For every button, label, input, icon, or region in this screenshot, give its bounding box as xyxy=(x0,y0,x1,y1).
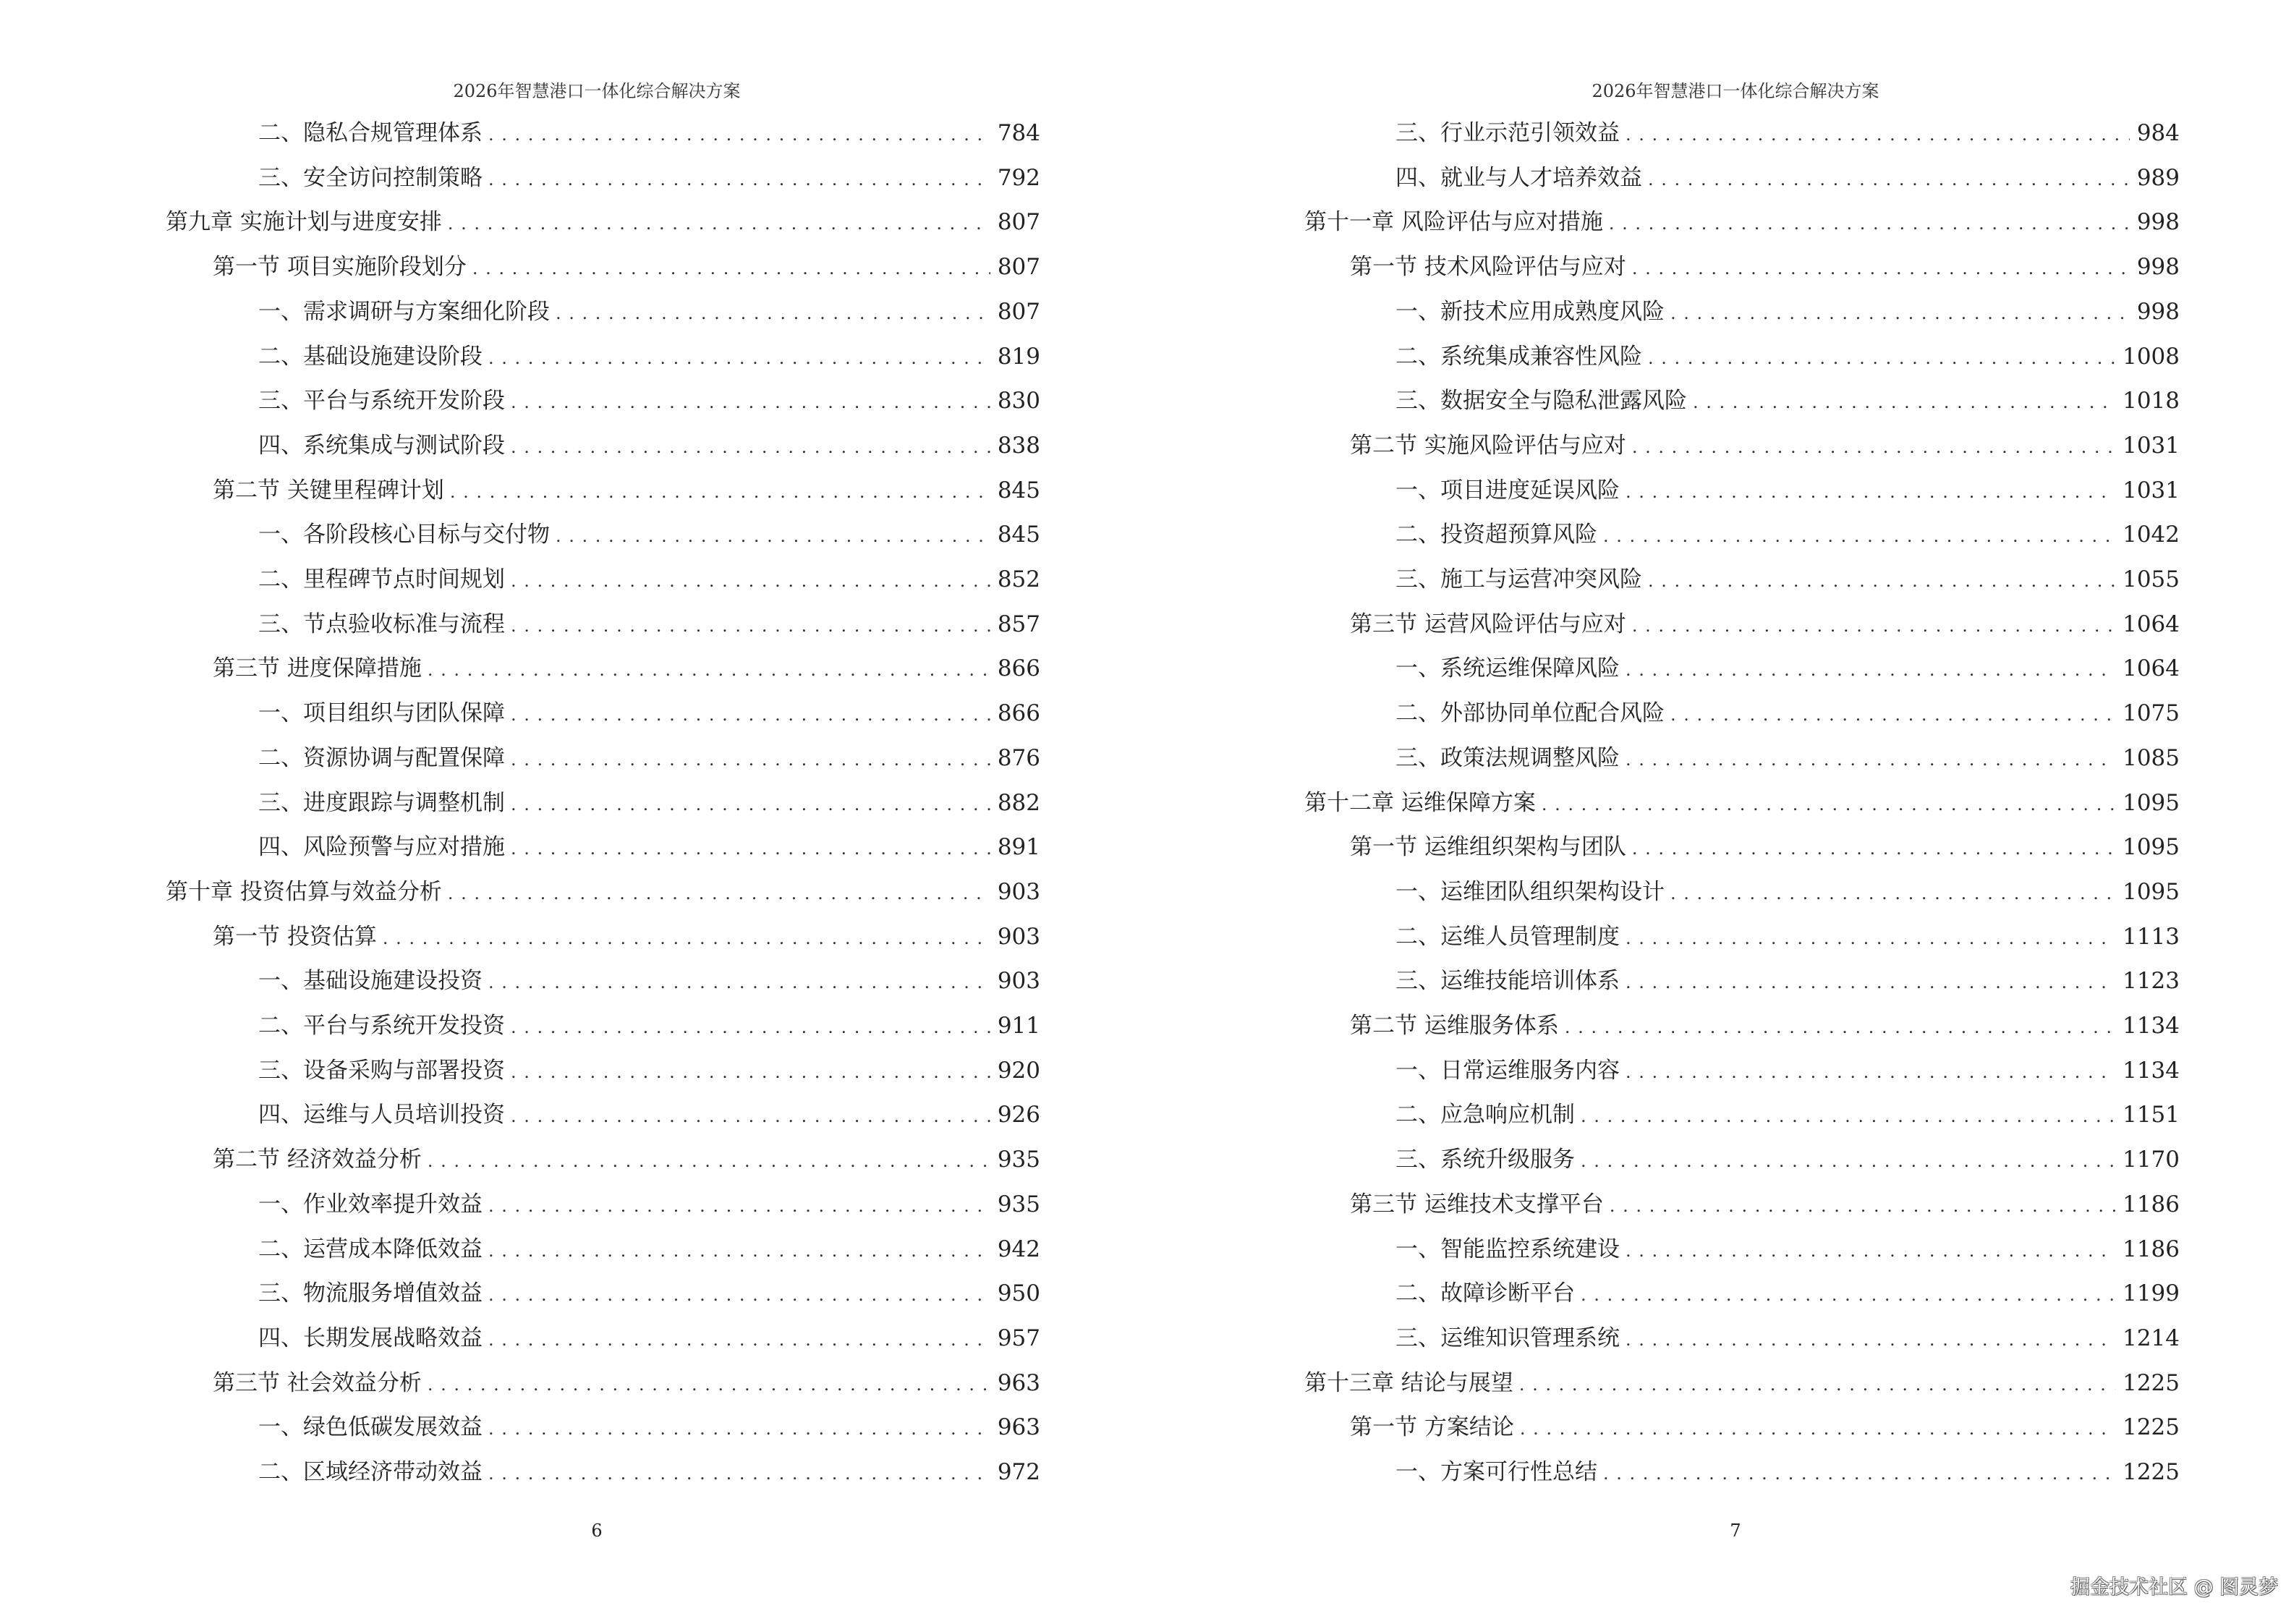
toc-entry-title: 二、里程碑节点时间规划 xyxy=(258,566,505,592)
dot-leader xyxy=(511,744,990,775)
toc-entry-page: 866 xyxy=(997,655,1040,682)
toc-entry-page: 792 xyxy=(997,164,1040,191)
toc-entry-title: 一、新技术应用成熟度风险 xyxy=(1395,298,1665,325)
toc-entry-page: 1095 xyxy=(2123,878,2180,905)
toc-entry-title: 第一节 项目实施阶段划分 xyxy=(213,254,467,281)
watermark: 掘金技术社区 @ 图灵梦 xyxy=(2070,1576,2279,1599)
toc-entry-title: 二、平台与系统开发投资 xyxy=(258,1013,505,1039)
toc-entry-page: 876 xyxy=(997,744,1040,771)
dot-leader xyxy=(1632,833,2115,864)
toc-entry-title: 二、投资超预算风险 xyxy=(1395,522,1597,548)
toc-entry-title: 第九章 实施计划与进度安排 xyxy=(166,209,442,236)
toc-entry-page: 957 xyxy=(997,1325,1040,1351)
toc-entry-page: 845 xyxy=(997,522,1040,548)
toc-entry-title: 四、风险预警与应对措施 xyxy=(258,834,505,861)
dot-leader xyxy=(488,1413,990,1445)
toc-entry-page: 866 xyxy=(997,700,1040,727)
toc-entry-page: 963 xyxy=(997,1369,1040,1396)
dot-leader xyxy=(1609,208,2130,239)
toc-entry-title: 三、数据安全与隐私泄露风险 xyxy=(1395,388,1687,414)
toc-entry[interactable] xyxy=(258,564,1040,595)
dot-leader xyxy=(1626,476,2115,508)
toc-entry-page: 1134 xyxy=(2123,1057,2180,1084)
dot-leader xyxy=(1626,1056,2115,1088)
toc-entry-title: 第十三章 结论与展望 xyxy=(1304,1369,1513,1396)
dot-leader xyxy=(511,788,990,820)
toc-entry-page: 807 xyxy=(997,298,1040,325)
toc-entry[interactable] xyxy=(1350,1189,2180,1220)
toc-entry-page: 998 xyxy=(2136,254,2180,281)
toc-entry-page: 819 xyxy=(997,343,1040,370)
dot-leader xyxy=(1626,1235,2115,1267)
toc-entry-page: 950 xyxy=(997,1280,1040,1307)
toc-entry-page: 1225 xyxy=(2123,1369,2180,1396)
toc-entry[interactable] xyxy=(1395,385,2180,417)
toc-entry-page: 989 xyxy=(2136,164,2180,191)
page-number: 6 xyxy=(591,1521,603,1541)
toc-entry[interactable] xyxy=(1350,1010,2180,1042)
toc-entry-title: 一、系统运维保障风险 xyxy=(1395,655,1620,682)
toc-entry-page: 1134 xyxy=(2123,1013,2180,1039)
toc-entry[interactable] xyxy=(1350,251,2180,283)
toc-entry-page: 903 xyxy=(997,968,1040,995)
dot-leader xyxy=(488,342,990,374)
toc-entry[interactable] xyxy=(213,251,1040,283)
dot-leader xyxy=(511,565,990,597)
toc-entry-title: 第三节 社会效益分析 xyxy=(213,1369,422,1396)
toc-entry-page: 784 xyxy=(997,120,1040,146)
dot-leader xyxy=(511,1056,990,1088)
dot-leader xyxy=(511,699,990,731)
dot-leader xyxy=(1632,610,2115,642)
toc-entry[interactable] xyxy=(1395,742,2180,774)
toc-entry-page: 830 xyxy=(997,388,1040,414)
toc-entry-page: 1075 xyxy=(2123,700,2180,727)
toc-entry-title: 三、平台与系统开发阶段 xyxy=(258,388,505,414)
toc-entry-title: 一、运维团队组织架构设计 xyxy=(1395,878,1665,905)
toc-entry-title: 第一节 技术风险评估与应对 xyxy=(1350,254,1626,281)
dot-leader xyxy=(472,252,990,284)
toc-entry[interactable] xyxy=(1350,608,2180,640)
dot-leader xyxy=(1581,1279,2115,1311)
toc-entry[interactable] xyxy=(1395,1233,2180,1265)
toc-entry-title: 三、政策法规调整风险 xyxy=(1395,744,1620,771)
toc-entry-page: 972 xyxy=(997,1459,1040,1485)
dot-leader xyxy=(511,833,990,864)
toc-entry-title: 二、基础设施建设阶段 xyxy=(258,343,483,370)
toc-entry-page: 926 xyxy=(997,1102,1040,1128)
toc-entry-title: 第一节 投资估算 xyxy=(213,923,377,950)
toc-entry-page: 903 xyxy=(997,878,1040,905)
toc-entry[interactable] xyxy=(258,787,1040,819)
toc-entry-title: 第二节 关键里程碑计划 xyxy=(213,477,444,503)
toc-entry-page: 998 xyxy=(2136,298,2180,325)
toc-entry[interactable] xyxy=(258,385,1040,417)
toc-entry-title: 一、各阶段核心目标与交付物 xyxy=(258,522,550,548)
toc-entry[interactable] xyxy=(258,1010,1040,1042)
toc-entry-title: 第一节 方案结论 xyxy=(1350,1414,1514,1441)
toc-entry[interactable] xyxy=(1395,1144,2180,1176)
toc-entry-page: 1170 xyxy=(2123,1147,2180,1173)
running-header: 2026年智慧港口一体化综合解决方案 xyxy=(1592,81,1879,101)
toc-entry-page: 852 xyxy=(997,566,1040,592)
dot-leader xyxy=(448,877,990,909)
toc-entry[interactable] xyxy=(1350,831,2180,863)
toc-entry-title: 二、运营成本降低效益 xyxy=(258,1236,483,1262)
toc-entry-title: 二、区域经济带动效益 xyxy=(258,1459,483,1485)
dot-leader xyxy=(1603,1458,2115,1489)
toc-entry-title: 三、施工与运营冲突风险 xyxy=(1395,566,1642,592)
toc-entry-title: 二、故障诊断平台 xyxy=(1395,1280,1575,1307)
toc-entry-title: 三、系统升级服务 xyxy=(1395,1147,1575,1173)
toc-entry[interactable] xyxy=(258,341,1040,373)
dot-leader xyxy=(428,1369,990,1400)
toc-entry-title: 二、运维人员管理制度 xyxy=(1395,923,1620,950)
toc-entry-page: 998 xyxy=(2136,209,2180,236)
toc-entry-page: 1113 xyxy=(2123,923,2180,950)
toc-entry-title: 一、项目进度延误风险 xyxy=(1395,477,1620,503)
dot-leader xyxy=(488,1458,990,1489)
dot-leader xyxy=(1610,1190,2115,1222)
toc-entry[interactable] xyxy=(258,519,1040,550)
toc-entry[interactable] xyxy=(1395,1322,2180,1354)
toc-entry[interactable] xyxy=(258,1277,1040,1309)
toc-entry[interactable] xyxy=(258,1322,1040,1354)
toc-entry-title: 一、作业效率提升效益 xyxy=(258,1191,483,1217)
toc-entry-title: 第二节 经济效益分析 xyxy=(213,1147,422,1173)
dot-leader xyxy=(556,297,990,329)
toc-entry[interactable] xyxy=(258,1099,1040,1131)
running-header: 2026年智慧港口一体化综合解决方案 xyxy=(453,81,741,101)
toc-entry-page: 1031 xyxy=(2123,432,2180,459)
dot-leader xyxy=(511,1011,990,1043)
toc-entry-page: 1199 xyxy=(2123,1280,2180,1307)
toc-entry-page: 882 xyxy=(997,789,1040,816)
toc-entry[interactable] xyxy=(1395,296,2180,328)
dot-leader xyxy=(1626,654,2115,686)
dot-leader xyxy=(488,163,990,195)
toc-entry-page: 963 xyxy=(997,1414,1040,1441)
dot-leader xyxy=(448,208,990,239)
toc-entry[interactable] xyxy=(1395,564,2180,595)
toc-entry-page: 1018 xyxy=(2123,388,2180,414)
toc-entry[interactable] xyxy=(1395,1099,2180,1131)
toc-entry[interactable] xyxy=(258,1233,1040,1265)
toc-entry-title: 一、绿色低碳发展效益 xyxy=(258,1414,483,1441)
toc-entry-title: 第十二章 运维保障方案 xyxy=(1304,789,1536,816)
toc-entry[interactable] xyxy=(1395,1055,2180,1087)
toc-entry[interactable] xyxy=(258,162,1040,194)
toc-entry[interactable] xyxy=(1395,921,2180,953)
toc-entry-title: 第二节 实施风险评估与应对 xyxy=(1350,432,1626,459)
toc-entry-page: 1095 xyxy=(2123,834,2180,861)
toc-entry-page: 1064 xyxy=(2123,611,2180,637)
toc-entry-page: 845 xyxy=(997,477,1040,503)
toc-entry-page: 942 xyxy=(997,1236,1040,1262)
toc-entry-title: 三、物流服务增值效益 xyxy=(258,1280,483,1307)
dot-leader xyxy=(488,1279,990,1311)
toc-entry-page: 903 xyxy=(997,923,1040,950)
toc-entry[interactable] xyxy=(1304,1367,2180,1399)
toc-page-right xyxy=(1143,0,2286,1624)
dot-leader xyxy=(488,1235,990,1267)
toc-entry-page: 1085 xyxy=(2123,744,2180,771)
dot-leader xyxy=(1648,565,2115,597)
toc-entry[interactable] xyxy=(258,1456,1040,1488)
toc-entry[interactable] xyxy=(1395,1456,2180,1488)
toc-entry-title: 一、基础设施建设投资 xyxy=(258,968,483,995)
toc-entry-title: 四、系统集成与测试阶段 xyxy=(258,432,505,459)
toc-entry[interactable] xyxy=(1395,1277,2180,1309)
toc-entry-page: 1095 xyxy=(2123,789,2180,816)
toc-entry[interactable] xyxy=(1395,519,2180,550)
toc-entry[interactable] xyxy=(1395,652,2180,684)
dot-leader xyxy=(1648,342,2115,374)
toc-entry-page: 920 xyxy=(997,1057,1040,1084)
toc-entry-page: 891 xyxy=(997,834,1040,861)
dot-leader xyxy=(1626,1324,2115,1356)
dot-leader xyxy=(1693,386,2115,418)
dot-leader xyxy=(1581,1100,2115,1132)
dot-leader xyxy=(1520,1413,2115,1445)
dot-leader xyxy=(383,922,990,954)
toc-entry-title: 二、隐私合规管理体系 xyxy=(258,120,483,146)
dot-leader xyxy=(511,386,990,418)
dot-leader xyxy=(556,520,990,552)
dot-leader xyxy=(1603,520,2115,552)
toc-entry[interactable] xyxy=(213,1367,1040,1399)
toc-entry-title: 四、就业与人才培养效益 xyxy=(1395,164,1642,191)
toc-entry-title: 三、节点验收标准与流程 xyxy=(258,611,505,637)
toc-entry[interactable] xyxy=(1395,341,2180,373)
toc-entry-title: 一、日常运维服务内容 xyxy=(1395,1057,1620,1084)
dot-leader xyxy=(1670,297,2130,329)
dot-leader xyxy=(428,1145,990,1177)
toc-entry-page: 807 xyxy=(997,254,1040,281)
toc-entry-page: 1186 xyxy=(2123,1236,2180,1262)
toc-entry[interactable] xyxy=(213,921,1040,953)
toc-entry[interactable] xyxy=(1395,697,2180,729)
toc-entry-title: 四、运维与人员培训投资 xyxy=(258,1102,505,1128)
toc-entry-page: 1064 xyxy=(2123,655,2180,682)
toc-entry-title: 一、需求调研与方案细化阶段 xyxy=(258,298,550,325)
dot-leader xyxy=(511,1100,990,1132)
toc-entry-title: 三、安全访问控制策略 xyxy=(258,164,483,191)
toc-entry[interactable] xyxy=(213,1144,1040,1176)
toc-entry-page: 1225 xyxy=(2123,1459,2180,1485)
toc-entry-page: 1031 xyxy=(2123,477,2180,503)
dot-leader xyxy=(1632,431,2115,463)
dot-leader xyxy=(511,610,990,642)
dot-leader xyxy=(1626,119,2130,150)
dot-leader xyxy=(450,476,990,508)
toc-entry[interactable] xyxy=(258,296,1040,328)
toc-entry-page: 1055 xyxy=(2123,566,2180,592)
toc-entry-page: 1151 xyxy=(2123,1102,2180,1128)
toc-entry[interactable] xyxy=(258,1411,1040,1443)
dot-leader xyxy=(428,654,990,686)
toc-entry-title: 四、长期发展战略效益 xyxy=(258,1325,483,1351)
toc-entry-title: 一、方案可行性总结 xyxy=(1395,1459,1597,1485)
toc-entry[interactable] xyxy=(258,430,1040,462)
toc-entry-title: 二、应急响应机制 xyxy=(1395,1102,1575,1128)
toc-entry-page: 1123 xyxy=(2123,968,2180,995)
toc-entry[interactable] xyxy=(258,608,1040,640)
toc-entry-page: 807 xyxy=(997,209,1040,236)
dot-leader xyxy=(1565,1011,2115,1043)
toc-entry-title: 第十一章 风险评估与应对措施 xyxy=(1304,209,1603,236)
dot-leader xyxy=(1670,877,2115,909)
toc-entry[interactable] xyxy=(1350,430,2180,462)
toc-entry[interactable] xyxy=(1395,965,2180,997)
dot-leader xyxy=(488,1190,990,1222)
dot-leader xyxy=(488,119,990,150)
toc-entry-title: 二、系统集成兼容性风险 xyxy=(1395,343,1642,370)
toc-entry[interactable] xyxy=(166,206,1040,238)
toc-entry[interactable] xyxy=(1395,117,2180,149)
dot-leader xyxy=(1648,163,2130,195)
toc-entry[interactable] xyxy=(1304,206,2180,238)
toc-entry-title: 第十章 投资估算与效益分析 xyxy=(166,878,442,905)
toc-entry-page: 984 xyxy=(2136,120,2180,146)
toc-entry-title: 三、运维知识管理系统 xyxy=(1395,1325,1620,1351)
toc-entry-title: 第三节 运维技术支撑平台 xyxy=(1350,1191,1604,1217)
toc-entry[interactable] xyxy=(258,831,1040,863)
toc-entry[interactable] xyxy=(258,697,1040,729)
dot-leader xyxy=(1542,788,2115,820)
toc-entry-title: 第三节 进度保障措施 xyxy=(213,655,422,682)
toc-entry-page: 1008 xyxy=(2123,343,2180,370)
dot-leader xyxy=(1581,1145,2115,1177)
toc-entry[interactable] xyxy=(258,1055,1040,1087)
dot-leader xyxy=(511,431,990,463)
page-number: 7 xyxy=(1730,1521,1741,1541)
dot-leader xyxy=(1632,252,2130,284)
toc-entry[interactable] xyxy=(1304,787,2180,819)
toc-entry[interactable] xyxy=(1395,475,2180,506)
toc-entry-title: 三、运维技能培训体系 xyxy=(1395,968,1620,995)
toc-entry[interactable] xyxy=(258,1189,1040,1220)
toc-entry-page: 911 xyxy=(997,1013,1040,1039)
toc-entry-page: 1225 xyxy=(2123,1414,2180,1441)
toc-entry[interactable] xyxy=(213,652,1040,684)
dot-leader xyxy=(1626,966,2115,998)
toc-entry-title: 第一节 运维组织架构与团队 xyxy=(1350,834,1626,861)
toc-entry[interactable] xyxy=(213,475,1040,506)
toc-entry-page: 935 xyxy=(997,1147,1040,1173)
toc-entry[interactable] xyxy=(258,117,1040,149)
dot-leader xyxy=(488,1324,990,1356)
toc-entry[interactable] xyxy=(258,965,1040,997)
toc-entry[interactable] xyxy=(1395,162,2180,194)
toc-entry-page: 1042 xyxy=(2123,522,2180,548)
toc-entry-title: 一、项目组织与团队保障 xyxy=(258,700,505,727)
toc-entry[interactable] xyxy=(1395,876,2180,908)
toc-entry[interactable] xyxy=(258,742,1040,774)
toc-entry-title: 三、进度跟踪与调整机制 xyxy=(258,789,505,816)
toc-entry-page: 857 xyxy=(997,611,1040,637)
dot-leader xyxy=(1670,699,2115,731)
toc-entry-title: 二、资源协调与配置保障 xyxy=(258,744,505,771)
toc-entry[interactable] xyxy=(166,876,1040,908)
toc-entry-page: 1214 xyxy=(2123,1325,2180,1351)
dot-leader xyxy=(1626,922,2115,954)
toc-entry-title: 三、设备采购与部署投资 xyxy=(258,1057,505,1084)
dot-leader xyxy=(1626,744,2115,775)
toc-entry-title: 第二节 运维服务体系 xyxy=(1350,1013,1559,1039)
toc-entry-title: 三、行业示范引领效益 xyxy=(1395,120,1620,146)
toc-entry-page: 838 xyxy=(997,432,1040,459)
toc-entry-title: 一、智能监控系统建设 xyxy=(1395,1236,1620,1262)
dot-leader xyxy=(1519,1369,2115,1400)
toc-entry-title: 第三节 运营风险评估与应对 xyxy=(1350,611,1626,637)
toc-entry-page: 1186 xyxy=(2123,1191,2180,1217)
toc-entry-title: 二、外部协同单位配合风险 xyxy=(1395,700,1665,727)
toc-entry[interactable] xyxy=(1350,1411,2180,1443)
toc-entry-page: 935 xyxy=(997,1191,1040,1217)
dot-leader xyxy=(488,966,990,998)
